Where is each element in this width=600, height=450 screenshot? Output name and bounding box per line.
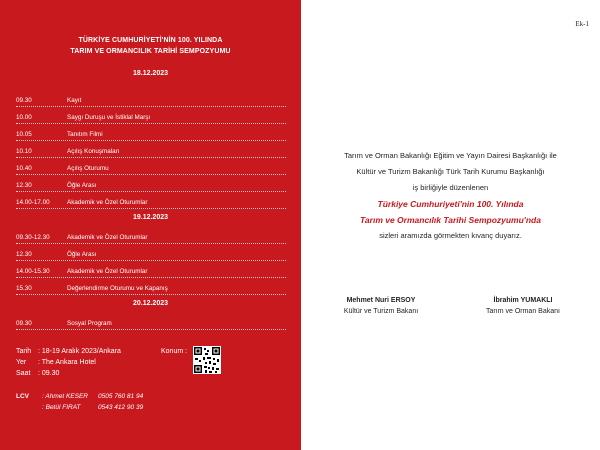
schedule-time: 10.10 [16, 148, 32, 155]
location-label: Konum : [161, 348, 188, 355]
schedule-row [16, 94, 286, 107]
lcv-contact-name: : Betül FIRAT [42, 404, 81, 411]
time-label: Saat [16, 370, 31, 377]
schedule-time: 12.30 [16, 251, 32, 258]
schedule-time: 09.30 [16, 97, 32, 104]
schedule-event: Tanıtım Filmi [67, 131, 103, 138]
schedule-event: Değerlendirme Oturumu ve Kapanış [67, 285, 168, 292]
schedule-row [16, 162, 286, 175]
schedule-row [16, 248, 286, 261]
schedule-event: Öğle Arası [67, 182, 97, 189]
schedule-row [16, 231, 286, 244]
day-date: 20.12.2023 [132, 300, 169, 307]
schedule-row [16, 265, 286, 278]
lcv-contact-phone: 0543 412 90 39 [98, 404, 144, 411]
schedule-event: Saygı Duruşu ve İstiklal Marşı [67, 114, 151, 121]
lcv-contact-phone: 0505 760 81 94 [98, 393, 144, 400]
schedule-time: 14.00-17.00 [16, 199, 50, 206]
place-value: : The Ankara Hotel [38, 359, 96, 366]
schedule-row [16, 128, 286, 141]
invitation-panel [301, 0, 600, 450]
event-name-line-2: Tarım ve Ormancılık Tarihi Sempozyumu'nda [360, 215, 541, 225]
schedule-time: 14.00-15.30 [16, 268, 50, 275]
annex-label: Ek-1 [575, 20, 589, 28]
day-date: 19.12.2023 [132, 214, 169, 221]
lcv-label: LCV [16, 393, 29, 400]
program-title-line-1: TÜRKİYE CUMHURİYETİ'NİN 100. YILINDA [78, 37, 223, 44]
invitation-line-4: sizleri aramızda görmekten kıvanç duyarız. [379, 231, 522, 240]
schedule-row [16, 282, 286, 295]
signatory-title: Tarım ve Orman Bakanı [486, 308, 560, 315]
signatory-title: Kültür ve Turizm Bakanı [343, 308, 419, 315]
event-name-line-1: Türkiye Cumhuriyeti'nin 100. Yılında [377, 199, 524, 209]
schedule-event: Açılış Konuşmaları [67, 148, 120, 155]
signatory-name: İbrahim YUMAKLI [493, 297, 553, 304]
schedule-event: Sosyal Program [67, 320, 112, 327]
schedule-row [16, 196, 286, 209]
program-title-line-2: TARIM VE ORMANCILIK TARİHİ SEMPOZYUMU [70, 48, 231, 55]
schedule-time: 10.05 [16, 131, 32, 138]
schedule-time: 09.30 [16, 320, 32, 327]
lcv-contact-2 [42, 404, 144, 411]
schedule-event: Akademik ve Özel Oturumlar [67, 199, 148, 206]
invitation-line-2: Kültür ve Turizm Bakanlığı Türk Tarih Kurumu Başkanlığı [356, 167, 545, 176]
schedule-row [16, 317, 286, 330]
day-date: 18.12.2023 [132, 70, 169, 77]
schedule-time: 10.00 [16, 114, 32, 121]
signatory-name: Mehmet Nuri ERSOY [346, 297, 416, 304]
schedule-event: Akademik ve Özel Oturumlar [67, 234, 148, 241]
signatory-1 [327, 295, 435, 317]
time-value: : 09.30 [38, 370, 60, 377]
lcv-contact-name: : Ahmet KESER [42, 393, 88, 400]
program-title [0, 35, 301, 57]
schedule-time: 09.30-12.30 [16, 234, 50, 241]
schedule-row [16, 145, 286, 158]
schedule-event: Kayıt [67, 97, 82, 104]
schedule-time: 10.40 [16, 165, 32, 172]
schedule-event: Öğle Arası [67, 251, 97, 258]
invitation-body [301, 148, 600, 244]
schedule-time: 15.30 [16, 285, 32, 292]
schedule-row [16, 179, 286, 192]
schedule-event: Akademik ve Özel Oturumlar [67, 268, 148, 275]
location-qr-code[interactable] [193, 346, 221, 374]
schedule-event: Açılış Oturumu [67, 165, 109, 172]
date-label: Tarih [16, 348, 32, 355]
signatory-2 [473, 295, 573, 317]
invitation-line-3: iş birliğiyle düzenlenen [412, 183, 489, 192]
schedule-time: 12.30 [16, 182, 32, 189]
invitation-line-1: Tarım ve Orman Bakanlığı Eğitim ve Yayın Dairesi Başkanlığı ile [344, 151, 557, 160]
schedule-row [16, 111, 286, 124]
date-value: : 18-19 Aralık 2023/Ankara [38, 348, 121, 355]
place-label: Yer [16, 359, 27, 366]
lcv-contact-1 [42, 393, 144, 400]
